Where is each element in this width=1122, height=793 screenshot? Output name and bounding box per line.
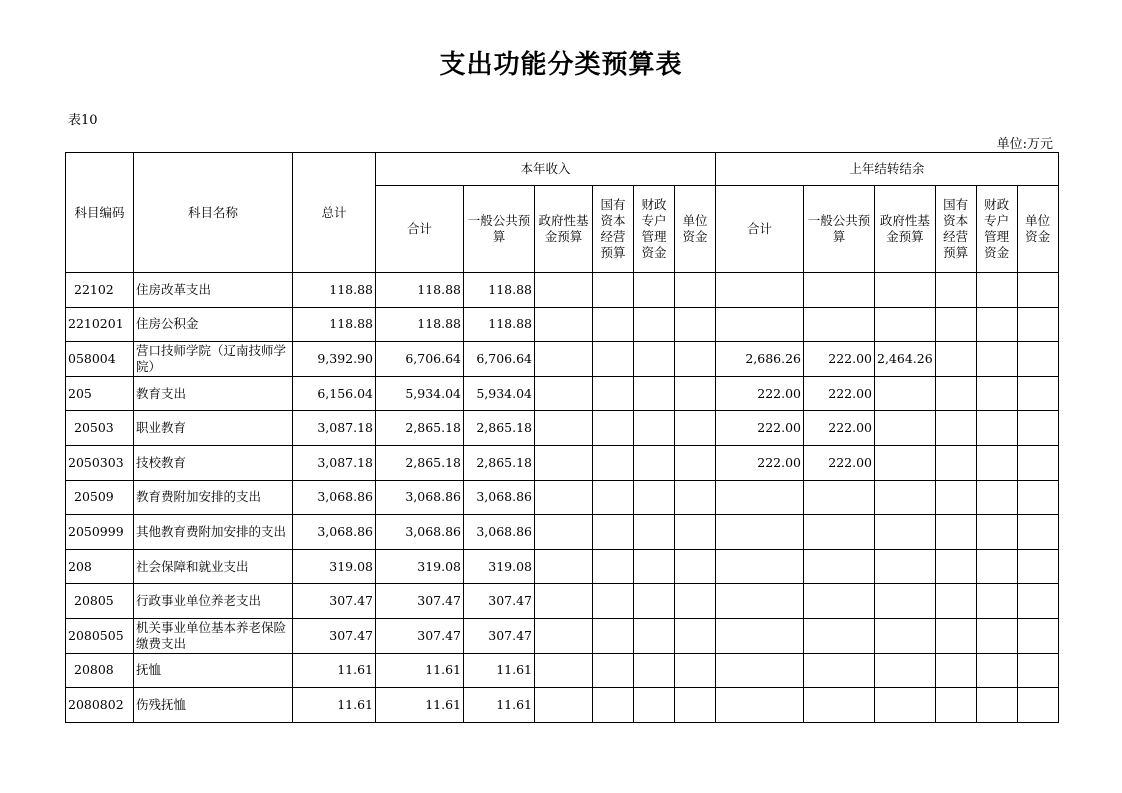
cell-current-unit-funds — [675, 376, 716, 411]
cell-current-total: 2,865.18 — [376, 411, 464, 446]
cell-prior-fund — [875, 688, 936, 723]
cell-current-special-account — [634, 342, 675, 377]
cell-current-state-capital — [593, 411, 634, 446]
table-row — [66, 307, 1059, 342]
cell-current-fund — [535, 376, 593, 411]
cell-current-total: 118.88 — [376, 307, 464, 342]
cell-prior-state-capital — [935, 376, 976, 411]
cell-current-total: 2,865.18 — [376, 445, 464, 480]
cell-current-unit-funds — [675, 273, 716, 308]
unit-label: 单位:万元 — [996, 137, 1053, 152]
cell-prior-unit-funds — [1017, 445, 1058, 480]
cell-current-fund — [535, 342, 593, 377]
cell-current-unit-funds — [675, 618, 716, 653]
cell-prior-unit-funds — [1017, 376, 1058, 411]
cell-total: 118.88 — [293, 307, 376, 342]
cell-code: 2080802 — [66, 688, 134, 723]
cell-current-total: 11.61 — [376, 688, 464, 723]
cell-current-special-account — [634, 653, 675, 688]
cell-prior-special-account — [976, 480, 1017, 515]
cell-current-total: 11.61 — [376, 653, 464, 688]
cell-code: 205 — [66, 376, 134, 411]
cell-total: 11.61 — [293, 688, 376, 723]
cell-prior-fund — [875, 480, 936, 515]
cell-current-fund — [535, 411, 593, 446]
cell-name: 机关事业单位基本养老保险缴费支出 — [134, 618, 293, 653]
cell-prior-fund — [875, 515, 936, 550]
cell-prior-state-capital — [935, 273, 976, 308]
cell-name: 教育费附加安排的支出 — [134, 480, 293, 515]
header-current-fund: 政府性基金预算 — [535, 186, 593, 273]
cell-name: 行政事业单位养老支出 — [134, 584, 293, 619]
cell-current-special-account — [634, 515, 675, 550]
cell-current-special-account — [634, 445, 675, 480]
cell-prior-special-account — [976, 376, 1017, 411]
cell-prior-total — [716, 307, 804, 342]
cell-code: 2080505 — [66, 618, 134, 653]
cell-prior-total — [716, 688, 804, 723]
cell-prior-total — [716, 653, 804, 688]
cell-prior-state-capital — [935, 584, 976, 619]
cell-name: 住房改革支出 — [134, 273, 293, 308]
cell-prior-fund — [875, 584, 936, 619]
cell-prior-general: 222.00 — [804, 342, 875, 377]
cell-prior-unit-funds — [1017, 653, 1058, 688]
cell-code: 20509 — [66, 480, 134, 515]
cell-total: 3,087.18 — [293, 445, 376, 480]
table-row — [66, 618, 1059, 653]
cell-current-general: 307.47 — [464, 618, 535, 653]
header-code: 科目编码 — [66, 153, 134, 273]
header-prior-carryover: 上年结转结余 — [716, 153, 1059, 186]
cell-prior-special-account — [976, 273, 1017, 308]
cell-code: 2210201 — [66, 307, 134, 342]
cell-current-general: 11.61 — [464, 688, 535, 723]
cell-name: 住房公积金 — [134, 307, 293, 342]
cell-prior-total — [716, 549, 804, 584]
cell-current-unit-funds — [675, 342, 716, 377]
cell-current-state-capital — [593, 515, 634, 550]
header-prior-unit-funds: 单位资金 — [1017, 186, 1058, 273]
cell-prior-state-capital — [935, 307, 976, 342]
cell-current-state-capital — [593, 584, 634, 619]
cell-prior-general: 222.00 — [804, 445, 875, 480]
cell-total: 118.88 — [293, 273, 376, 308]
header-total: 总计 — [293, 153, 376, 273]
cell-prior-unit-funds — [1017, 618, 1058, 653]
cell-current-state-capital — [593, 618, 634, 653]
cell-prior-general — [804, 273, 875, 308]
table-row — [66, 480, 1059, 515]
cell-total: 307.47 — [293, 618, 376, 653]
header-prior-total: 合计 — [716, 186, 804, 273]
cell-current-state-capital — [593, 445, 634, 480]
budget-table — [65, 152, 1059, 723]
cell-code: 058004 — [66, 342, 134, 377]
cell-current-total: 5,934.04 — [376, 376, 464, 411]
cell-total: 3,068.86 — [293, 515, 376, 550]
cell-current-unit-funds — [675, 653, 716, 688]
cell-code: 2050303 — [66, 445, 134, 480]
cell-prior-fund — [875, 273, 936, 308]
cell-current-total: 307.47 — [376, 584, 464, 619]
cell-current-special-account — [634, 618, 675, 653]
cell-prior-state-capital — [935, 688, 976, 723]
cell-current-fund — [535, 445, 593, 480]
cell-name: 职业教育 — [134, 411, 293, 446]
cell-code: 2050999 — [66, 515, 134, 550]
cell-prior-state-capital — [935, 445, 976, 480]
table-row — [66, 376, 1059, 411]
cell-prior-general: 222.00 — [804, 411, 875, 446]
cell-prior-unit-funds — [1017, 515, 1058, 550]
cell-code: 20805 — [66, 584, 134, 619]
cell-prior-total: 222.00 — [716, 376, 804, 411]
cell-current-special-account — [634, 480, 675, 515]
cell-code: 20808 — [66, 653, 134, 688]
cell-current-total: 6,706.64 — [376, 342, 464, 377]
cell-prior-special-account — [976, 618, 1017, 653]
cell-current-special-account — [634, 688, 675, 723]
cell-current-general: 118.88 — [464, 307, 535, 342]
cell-current-special-account — [634, 307, 675, 342]
cell-prior-fund — [875, 445, 936, 480]
cell-prior-total: 222.00 — [716, 445, 804, 480]
cell-current-state-capital — [593, 480, 634, 515]
cell-prior-unit-funds — [1017, 307, 1058, 342]
cell-current-unit-funds — [675, 307, 716, 342]
cell-prior-special-account — [976, 584, 1017, 619]
cell-current-fund — [535, 584, 593, 619]
cell-code: 208 — [66, 549, 134, 584]
cell-prior-general — [804, 618, 875, 653]
table-row — [66, 688, 1059, 723]
cell-code: 22102 — [66, 273, 134, 308]
cell-current-unit-funds — [675, 515, 716, 550]
cell-prior-state-capital — [935, 480, 976, 515]
cell-current-unit-funds — [675, 411, 716, 446]
header-current-general: 一般公共预算 — [464, 186, 535, 273]
cell-prior-state-capital — [935, 653, 976, 688]
cell-prior-state-capital — [935, 411, 976, 446]
header-prior-general: 一般公共预算 — [804, 186, 875, 273]
cell-total: 9,392.90 — [293, 342, 376, 377]
cell-prior-special-account — [976, 342, 1017, 377]
cell-current-special-account — [634, 273, 675, 308]
cell-current-general: 118.88 — [464, 273, 535, 308]
cell-current-fund — [535, 515, 593, 550]
cell-current-total: 3,068.86 — [376, 515, 464, 550]
header-prior-special-account: 财政专户管理资金 — [976, 186, 1017, 273]
cell-current-fund — [535, 480, 593, 515]
cell-current-special-account — [634, 376, 675, 411]
cell-name: 社会保障和就业支出 — [134, 549, 293, 584]
table-row — [66, 445, 1059, 480]
cell-prior-general — [804, 515, 875, 550]
cell-prior-total — [716, 584, 804, 619]
cell-prior-general — [804, 549, 875, 584]
header-prior-state-capital: 国有资本经营预算 — [935, 186, 976, 273]
cell-current-unit-funds — [675, 445, 716, 480]
cell-current-fund — [535, 688, 593, 723]
cell-prior-fund — [875, 376, 936, 411]
cell-current-general: 319.08 — [464, 549, 535, 584]
cell-code: 20503 — [66, 411, 134, 446]
cell-prior-general: 222.00 — [804, 376, 875, 411]
cell-current-state-capital — [593, 342, 634, 377]
cell-current-fund — [535, 307, 593, 342]
header-current-state-capital: 国有资本经营预算 — [593, 186, 634, 273]
cell-prior-special-account — [976, 445, 1017, 480]
cell-prior-general — [804, 307, 875, 342]
cell-prior-unit-funds — [1017, 549, 1058, 584]
cell-prior-unit-funds — [1017, 273, 1058, 308]
cell-prior-special-account — [976, 688, 1017, 723]
cell-current-fund — [535, 653, 593, 688]
cell-total: 11.61 — [293, 653, 376, 688]
cell-current-state-capital — [593, 688, 634, 723]
cell-prior-unit-funds — [1017, 688, 1058, 723]
table-number: 表10 — [68, 113, 98, 128]
header-current-total: 合计 — [376, 186, 464, 273]
cell-prior-fund — [875, 618, 936, 653]
cell-name: 教育支出 — [134, 376, 293, 411]
cell-total: 307.47 — [293, 584, 376, 619]
table-row — [66, 515, 1059, 550]
cell-prior-total — [716, 515, 804, 550]
cell-prior-fund — [875, 653, 936, 688]
cell-prior-fund — [875, 307, 936, 342]
cell-current-state-capital — [593, 376, 634, 411]
cell-current-unit-funds — [675, 688, 716, 723]
cell-current-special-account — [634, 411, 675, 446]
cell-current-unit-funds — [675, 480, 716, 515]
header-current-income: 本年收入 — [376, 153, 716, 186]
cell-current-general: 3,068.86 — [464, 515, 535, 550]
cell-current-general: 2,865.18 — [464, 445, 535, 480]
cell-prior-special-account — [976, 411, 1017, 446]
cell-name: 其他教育费附加安排的支出 — [134, 515, 293, 550]
cell-current-unit-funds — [675, 584, 716, 619]
cell-prior-special-account — [976, 515, 1017, 550]
cell-current-unit-funds — [675, 549, 716, 584]
cell-prior-general — [804, 653, 875, 688]
cell-prior-special-account — [976, 653, 1017, 688]
header-prior-fund: 政府性基金预算 — [875, 186, 936, 273]
cell-current-special-account — [634, 584, 675, 619]
cell-total: 3,068.86 — [293, 480, 376, 515]
cell-prior-unit-funds — [1017, 480, 1058, 515]
table-row — [66, 584, 1059, 619]
cell-prior-special-account — [976, 307, 1017, 342]
cell-prior-total — [716, 618, 804, 653]
cell-name: 抚恤 — [134, 653, 293, 688]
cell-current-fund — [535, 549, 593, 584]
cell-current-state-capital — [593, 307, 634, 342]
table-row — [66, 273, 1059, 308]
header-current-unit-funds: 单位资金 — [675, 186, 716, 273]
cell-prior-special-account — [976, 549, 1017, 584]
cell-prior-unit-funds — [1017, 342, 1058, 377]
cell-prior-state-capital — [935, 342, 976, 377]
cell-prior-total: 222.00 — [716, 411, 804, 446]
cell-current-special-account — [634, 549, 675, 584]
table-row — [66, 342, 1059, 377]
cell-current-general: 307.47 — [464, 584, 535, 619]
cell-current-total: 3,068.86 — [376, 480, 464, 515]
cell-current-general: 11.61 — [464, 653, 535, 688]
cell-current-fund — [535, 618, 593, 653]
cell-prior-fund — [875, 411, 936, 446]
cell-total: 3,087.18 — [293, 411, 376, 446]
cell-prior-unit-funds — [1017, 411, 1058, 446]
cell-prior-general — [804, 688, 875, 723]
cell-current-fund — [535, 273, 593, 308]
cell-prior-general — [804, 584, 875, 619]
cell-name: 营口技师学院（辽南技师学院） — [134, 342, 293, 377]
table-row — [66, 411, 1059, 446]
cell-current-state-capital — [593, 653, 634, 688]
cell-total: 6,156.04 — [293, 376, 376, 411]
cell-prior-state-capital — [935, 549, 976, 584]
header-name: 科目名称 — [134, 153, 293, 273]
cell-prior-total: 2,686.26 — [716, 342, 804, 377]
cell-current-state-capital — [593, 549, 634, 584]
page-title: 支出功能分类预算表 — [439, 50, 683, 80]
cell-name: 伤残抚恤 — [134, 688, 293, 723]
cell-name: 技校教育 — [134, 445, 293, 480]
cell-prior-total — [716, 273, 804, 308]
cell-prior-unit-funds — [1017, 584, 1058, 619]
cell-prior-state-capital — [935, 618, 976, 653]
cell-current-general: 3,068.86 — [464, 480, 535, 515]
cell-prior-state-capital — [935, 515, 976, 550]
cell-current-state-capital — [593, 273, 634, 308]
cell-current-general: 2,865.18 — [464, 411, 535, 446]
cell-prior-fund — [875, 549, 936, 584]
cell-current-total: 307.47 — [376, 618, 464, 653]
cell-current-general: 5,934.04 — [464, 376, 535, 411]
cell-total: 319.08 — [293, 549, 376, 584]
cell-current-total: 118.88 — [376, 273, 464, 308]
cell-current-total: 319.08 — [376, 549, 464, 584]
cell-current-general: 6,706.64 — [464, 342, 535, 377]
cell-prior-general — [804, 480, 875, 515]
cell-prior-total — [716, 480, 804, 515]
cell-prior-fund: 2,464.26 — [875, 342, 936, 377]
table-row — [66, 653, 1059, 688]
table-row — [66, 549, 1059, 584]
header-current-special-account: 财政专户管理资金 — [634, 186, 675, 273]
